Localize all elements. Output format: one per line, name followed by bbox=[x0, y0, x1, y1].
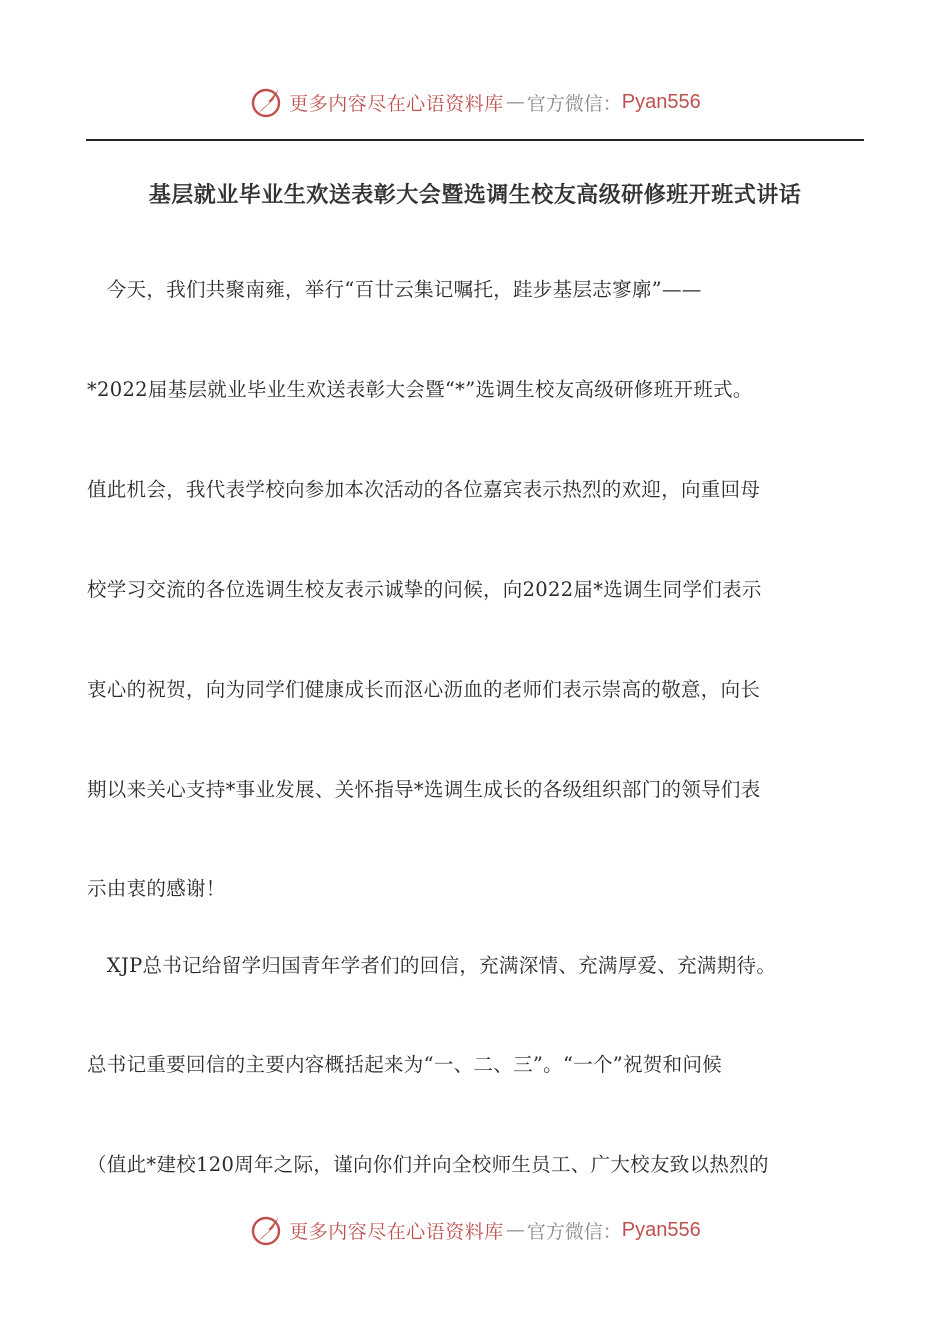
header-divider bbox=[86, 139, 864, 141]
body-line: （值此*建校120周年之际，谨向你们并向全校师生员工、广大校友致以热烈的 bbox=[87, 1153, 769, 1176]
footer-slogan: 更多内容尽在心语资料库 bbox=[289, 1220, 504, 1243]
body-line: 校学习交流的各位选调生校友表示诚挚的问候，向2022届*选调生同学们表示 bbox=[87, 578, 762, 601]
header-dash: — bbox=[505, 91, 525, 113]
body-line: *2022届基层就业毕业生欢送表彰大会暨“*”选调生校友高级研修班开班式。 bbox=[87, 378, 753, 401]
body-line: XJP总书记给留学归国青年学者们的回信，充满深情、充满厚爱、充满期待。 bbox=[87, 954, 777, 977]
body-line: 值此机会，我代表学校向参加本次活动的各位嘉宾表示热烈的欢迎，向重回母 bbox=[87, 478, 761, 501]
quill-logo-icon bbox=[249, 1212, 285, 1248]
header-wechat-id: Pyan556 bbox=[621, 90, 701, 113]
footer-dash: — bbox=[505, 1219, 525, 1241]
header-banner bbox=[0, 82, 950, 122]
body-line: 总书记重要回信的主要内容概括起来为“一、二、三”。“一个”祝贺和问候 bbox=[87, 1053, 723, 1076]
footer-banner bbox=[0, 1210, 950, 1250]
body-line: 衷心的祝贺，向为同学们健康成长而沤心沥血的老师们表示崇高的敬意，向长 bbox=[87, 678, 761, 701]
header-slogan: 更多内容尽在心语资料库 bbox=[289, 92, 504, 115]
body-line: 期以来关心支持*事业发展、关怀指导*选调生成长的各级组织部门的领导们表 bbox=[87, 778, 761, 801]
quill-logo-icon bbox=[249, 84, 285, 120]
header-wechat-label: 官方微信： bbox=[526, 92, 622, 115]
footer-wechat-id: Pyan556 bbox=[621, 1218, 701, 1241]
body-line: 示由衷的感谢！ bbox=[87, 877, 226, 900]
footer-wechat-label: 官方微信： bbox=[526, 1220, 622, 1243]
document-title: 基层就业毕业生欢送表彰大会暨选调生校友高级研修班开班式讲话 bbox=[148, 183, 802, 208]
body-line: 今天，我们共聚南雍，举行“百廿云集记嘱托，跬步基层志寥廓”—— bbox=[87, 278, 702, 301]
